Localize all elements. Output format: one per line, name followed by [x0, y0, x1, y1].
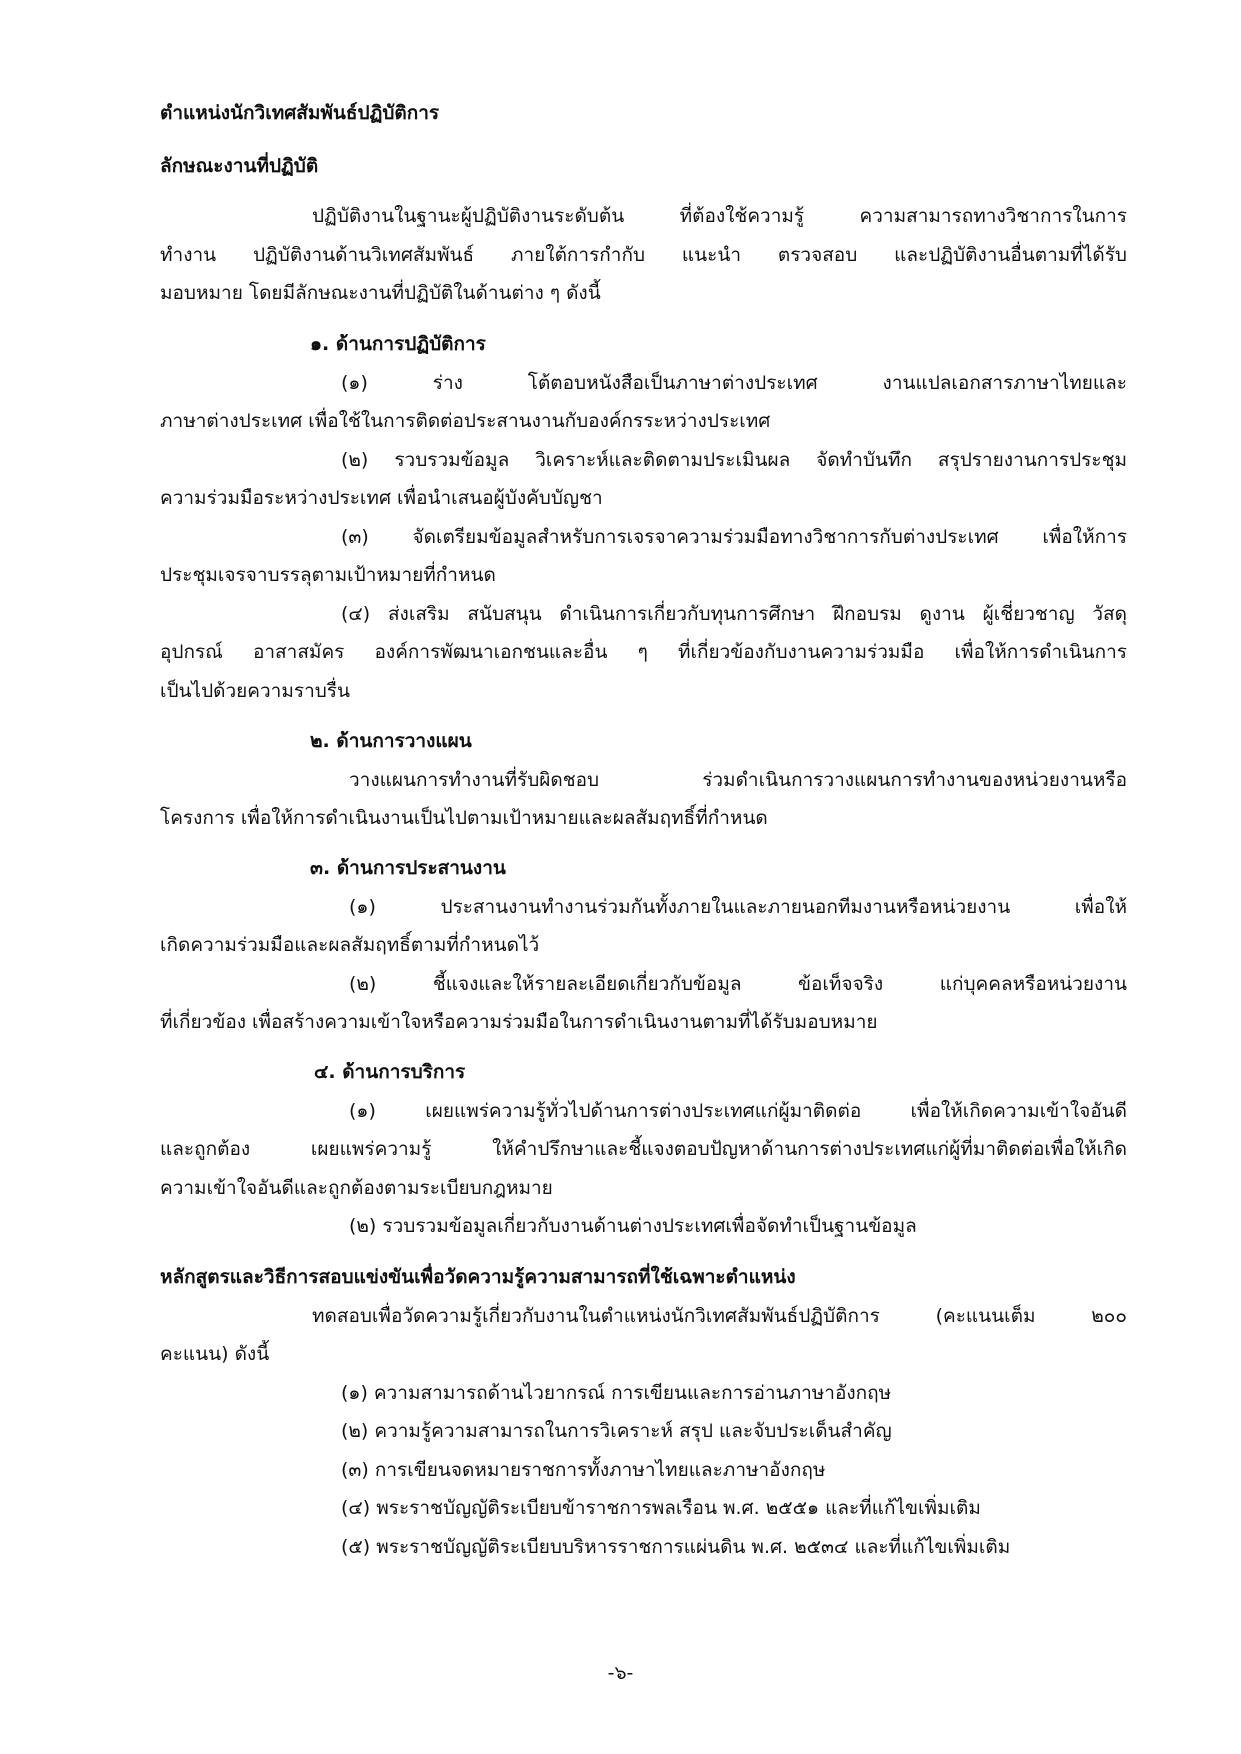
section-1-line: (๑) ร่าง โต้ตอบหนังสือเป็นภาษาต่างประเทศ งานแปลเอกสารภาษาไทยและ — [341, 372, 1127, 394]
section-3-line: เกิดความร่วมมือและผลสัมฤทธิ์ตามที่กำหนดไว้ — [160, 934, 540, 956]
exam-intro-line-2: คะแนน) ดังนี้ — [160, 1343, 270, 1365]
section-4-line: ความเข้าใจอันดีและถูกต้องตามระเบียบกฎหมาย — [160, 1177, 553, 1199]
section-2-heading: ๒. ด้านการวางแผน — [310, 730, 472, 752]
section-1-line: (๔) ส่งเสริม สนับสนุน ดำเนินการเกี่ยวกับทุนการศึกษา ฝึกอบรม ดูงาน ผู้เชี่ยวชาญ วัสดุ — [341, 603, 1127, 625]
section-1-line: ประชุมเจรจาบรรลุตามเป้าหมายที่กำหนด — [160, 564, 496, 586]
exam-item: (๒) ความรู้ความสามารถในการวิเคราะห์ สรุป และจับประเด็นสำคัญ — [341, 1420, 892, 1442]
duties-heading: ลักษณะงานที่ปฏิบัติ — [160, 155, 319, 177]
section-3-heading: ๓. ด้านการประสานงาน — [310, 857, 506, 879]
section-3-line: (๒) ชี้แจงและให้รายละเอียดเกี่ยวกับข้อมูล ข้อเท็จจริง แก่บุคคลหรือหน่วยงาน — [349, 973, 1127, 995]
section-1-line: (๓) จัดเตรียมข้อมูลสำหรับการเจรจาความร่วมมือทางวิชาการกับต่างประเทศ เพื่อให้การ — [341, 526, 1127, 548]
section-2-line: วางแผนการทำงานที่รับผิดชอบ ร่วมดำเนินการวางแผนการทำงานของหน่วยงานหรือ — [349, 769, 1127, 791]
section-1-line: อุปกรณ์ อาสาสมัคร องค์การพัฒนาเอกชนและอื่น ๆ ที่เกี่ยวข้องกับงานความร่วมมือ เพื่อให้การดำเนินการ — [160, 641, 1127, 663]
exam-item: (๑) ความสามารถด้านไวยากรณ์ การเขียนและการอ่านภาษาอังกฤษ — [341, 1382, 892, 1404]
section-4-line: (๒) รวบรวมข้อมูลเกี่ยวกับงานด้านต่างประเทศเพื่อจัดทำเป็นฐานข้อมูล — [349, 1215, 917, 1237]
exam-item: (๓) การเขียนจดหมายราชการทั้งภาษาไทยและภาษาอังกฤษ — [341, 1459, 826, 1481]
exam-item: (๔) พระราชบัญญัติระเบียบข้าราชการพลเรือน พ.ศ. ๒๕๕๑ และที่แก้ไขเพิ่มเติม — [341, 1497, 981, 1519]
exam-intro-line-1: ทดสอบเพื่อวัดความรู้เกี่ยวกับงานในตำแหน่งนักวิเทศสัมพันธ์ปฏิบัติการ (คะแนนเต็ม ๒๐๐ — [312, 1305, 1127, 1327]
page-number: -๖- — [607, 1662, 634, 1684]
exam-heading: หลักสูตรและวิธีการสอบแข่งขันเพื่อวัดความรู้ความสามารถที่ใช้เฉพาะตำแหน่ง — [160, 1266, 796, 1288]
exam-item: (๕) พระราชบัญญัติระเบียบบริหารราชการแผ่นดิน พ.ศ. ๒๕๓๔ และที่แก้ไขเพิ่มเติม — [341, 1536, 1011, 1558]
section-2-line: โครงการ เพื่อให้การดำเนินงานเป็นไปตามเป้าหมายและผลสัมฤทธิ์ที่กำหนด — [160, 807, 768, 829]
section-4-line: และถูกต้อง เผยแพร่ความรู้ ให้คำปรึกษาและชี้แจงตอบปัญหาด้านการต่างประเทศแก่ผู้ที่มาติดต่อเพื่อให้เกิด — [160, 1138, 1127, 1160]
duties-intro-line-3: มอบหมาย โดยมีลักษณะงานที่ปฏิบัติในด้านต่าง ๆ ดังนี้ — [160, 282, 601, 304]
section-1-line: ความร่วมมือระหว่างประเทศ เพื่อนำเสนอผู้บังคับบัญชา — [160, 487, 603, 509]
section-4-line: (๑) เผยแพร่ความรู้ทั่วไปด้านการต่างประเทศแก่ผู้มาติดต่อ เพื่อให้เกิดความเข้าใจอันดี — [349, 1100, 1127, 1122]
section-1-line: (๒) รวบรวมข้อมูล วิเคราะห์และติดตามประเมินผล จัดทำบันทึก สรุปรายงานการประชุม — [341, 449, 1127, 471]
section-4-heading: ๔. ด้านการบริการ — [314, 1061, 466, 1083]
section-3-line: (๑) ประสานงานทำงานร่วมกันทั้งภายในและภายนอกทีมงานหรือหน่วยงาน เพื่อให้ — [349, 896, 1127, 918]
section-3-line: ที่เกี่ยวข้อง เพื่อสร้างความเข้าใจหรือความร่วมมือในการดำเนินงานตามที่ได้รับมอบหมาย — [160, 1011, 878, 1033]
section-1-heading: ๑. ด้านการปฏิบัติการ — [310, 333, 486, 355]
position-title: ตำแหน่งนักวิเทศสัมพันธ์ปฏิบัติการ — [160, 102, 440, 124]
duties-intro-line-2: ทำงาน ปฏิบัติงานด้านวิเทศสัมพันธ์ ภายใต้การกำกับ แนะนำ ตรวจสอบ และปฏิบัติงานอื่นตามที่ได้รับ — [160, 244, 1127, 266]
section-1-line: ภาษาต่างประเทศ เพื่อใช้ในการติดต่อประสานงานกับองค์กรระหว่างประเทศ — [160, 410, 771, 432]
section-1-line: เป็นไปด้วยความราบรื่น — [160, 680, 350, 702]
duties-intro-line-1: ปฏิบัติงานในฐานะผู้ปฏิบัติงานระดับต้น ที่ต้องใช้ความรู้ ความสามารถทางวิชาการในการ — [312, 205, 1127, 227]
